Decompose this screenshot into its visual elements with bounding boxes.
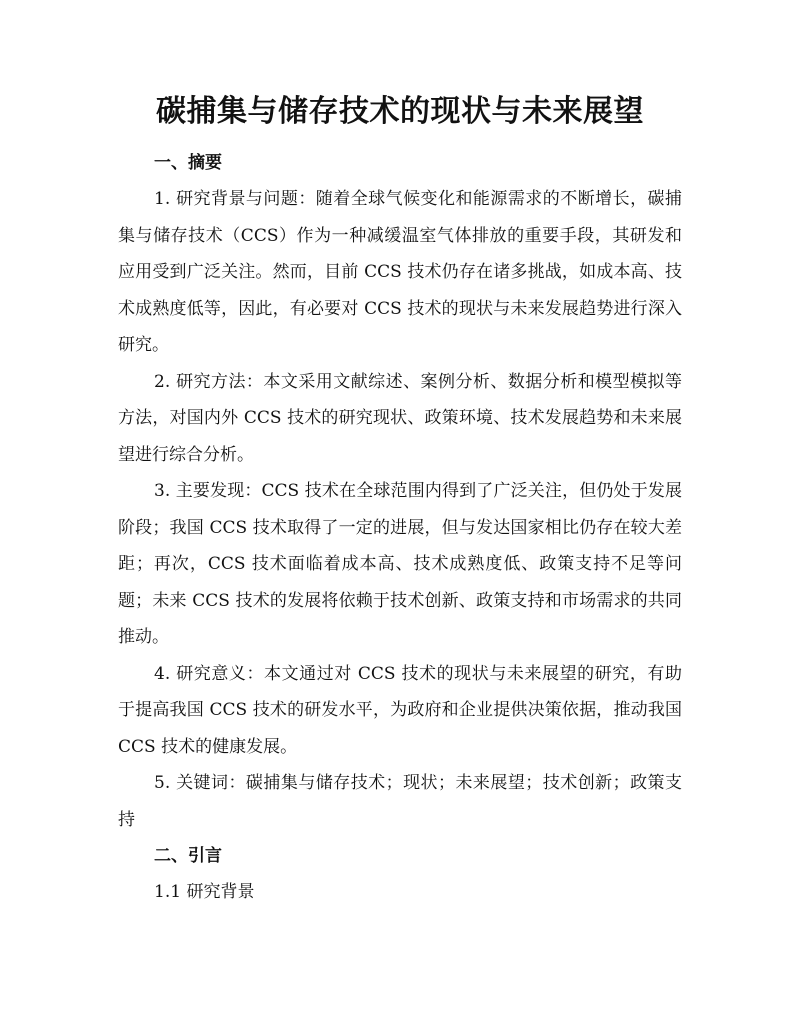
abstract-paragraph-significance: 4. 研究意义：本文通过对 CCS 技术的现状与未来展望的研究，有助于提高我国 CCS 技术的研发水平，为政府和企业提供决策依据，推动我国 CCS 技术的健康发展。: [118, 663, 682, 757]
document-body: [118, 145, 682, 910]
abstract-paragraph-findings: 3. 主要发现：CCS 技术在全球范围内得到了广泛关注，但仍处于发展阶段；我国 CCS 技术取得了一定的进展，但与发达国家相比仍存在较大差距；再次，CCS 技术面临着成本高、技术成熟度低、政策支持不足等问题；未来 CCS 技术的发展将依赖于技术创新、政策支持和市场需求的共同推动。: [118, 481, 682, 647]
section-heading-abstract: 一、摘要: [154, 153, 222, 173]
abstract-paragraph-keywords: 5. 关键词：碳捕集与储存技术；现状；未来展望；技术创新；政策支持: [118, 773, 682, 830]
abstract-paragraph-methods: 2. 研究方法：本文采用文献综述、案例分析、数据分析和模型模拟等方法，对国内外 CCS 技术的研究现状、政策环境、技术发展趋势和未来展望进行综合分析。: [118, 371, 682, 465]
section-heading-introduction: 二、引言: [154, 846, 222, 866]
subsection-heading-research-background: 1.1 研究背景: [154, 882, 255, 902]
abstract-paragraph-background: 1. 研究背景与问题：随着全球气候变化和能源需求的不断增长，碳捕集与储存技术（CCS）作为一种减缓温室气体排放的重要手段，其研发和应用受到广泛关注。然而，目前 CCS 技术仍存在诸多挑战，如成本高、技术成熟度低等，因此，有必要对 CCS 技术的现状与未来发展趋势进行深入研究。: [118, 189, 682, 355]
document-title: 碳捕集与储存技术的现状与未来展望: [156, 94, 644, 129]
